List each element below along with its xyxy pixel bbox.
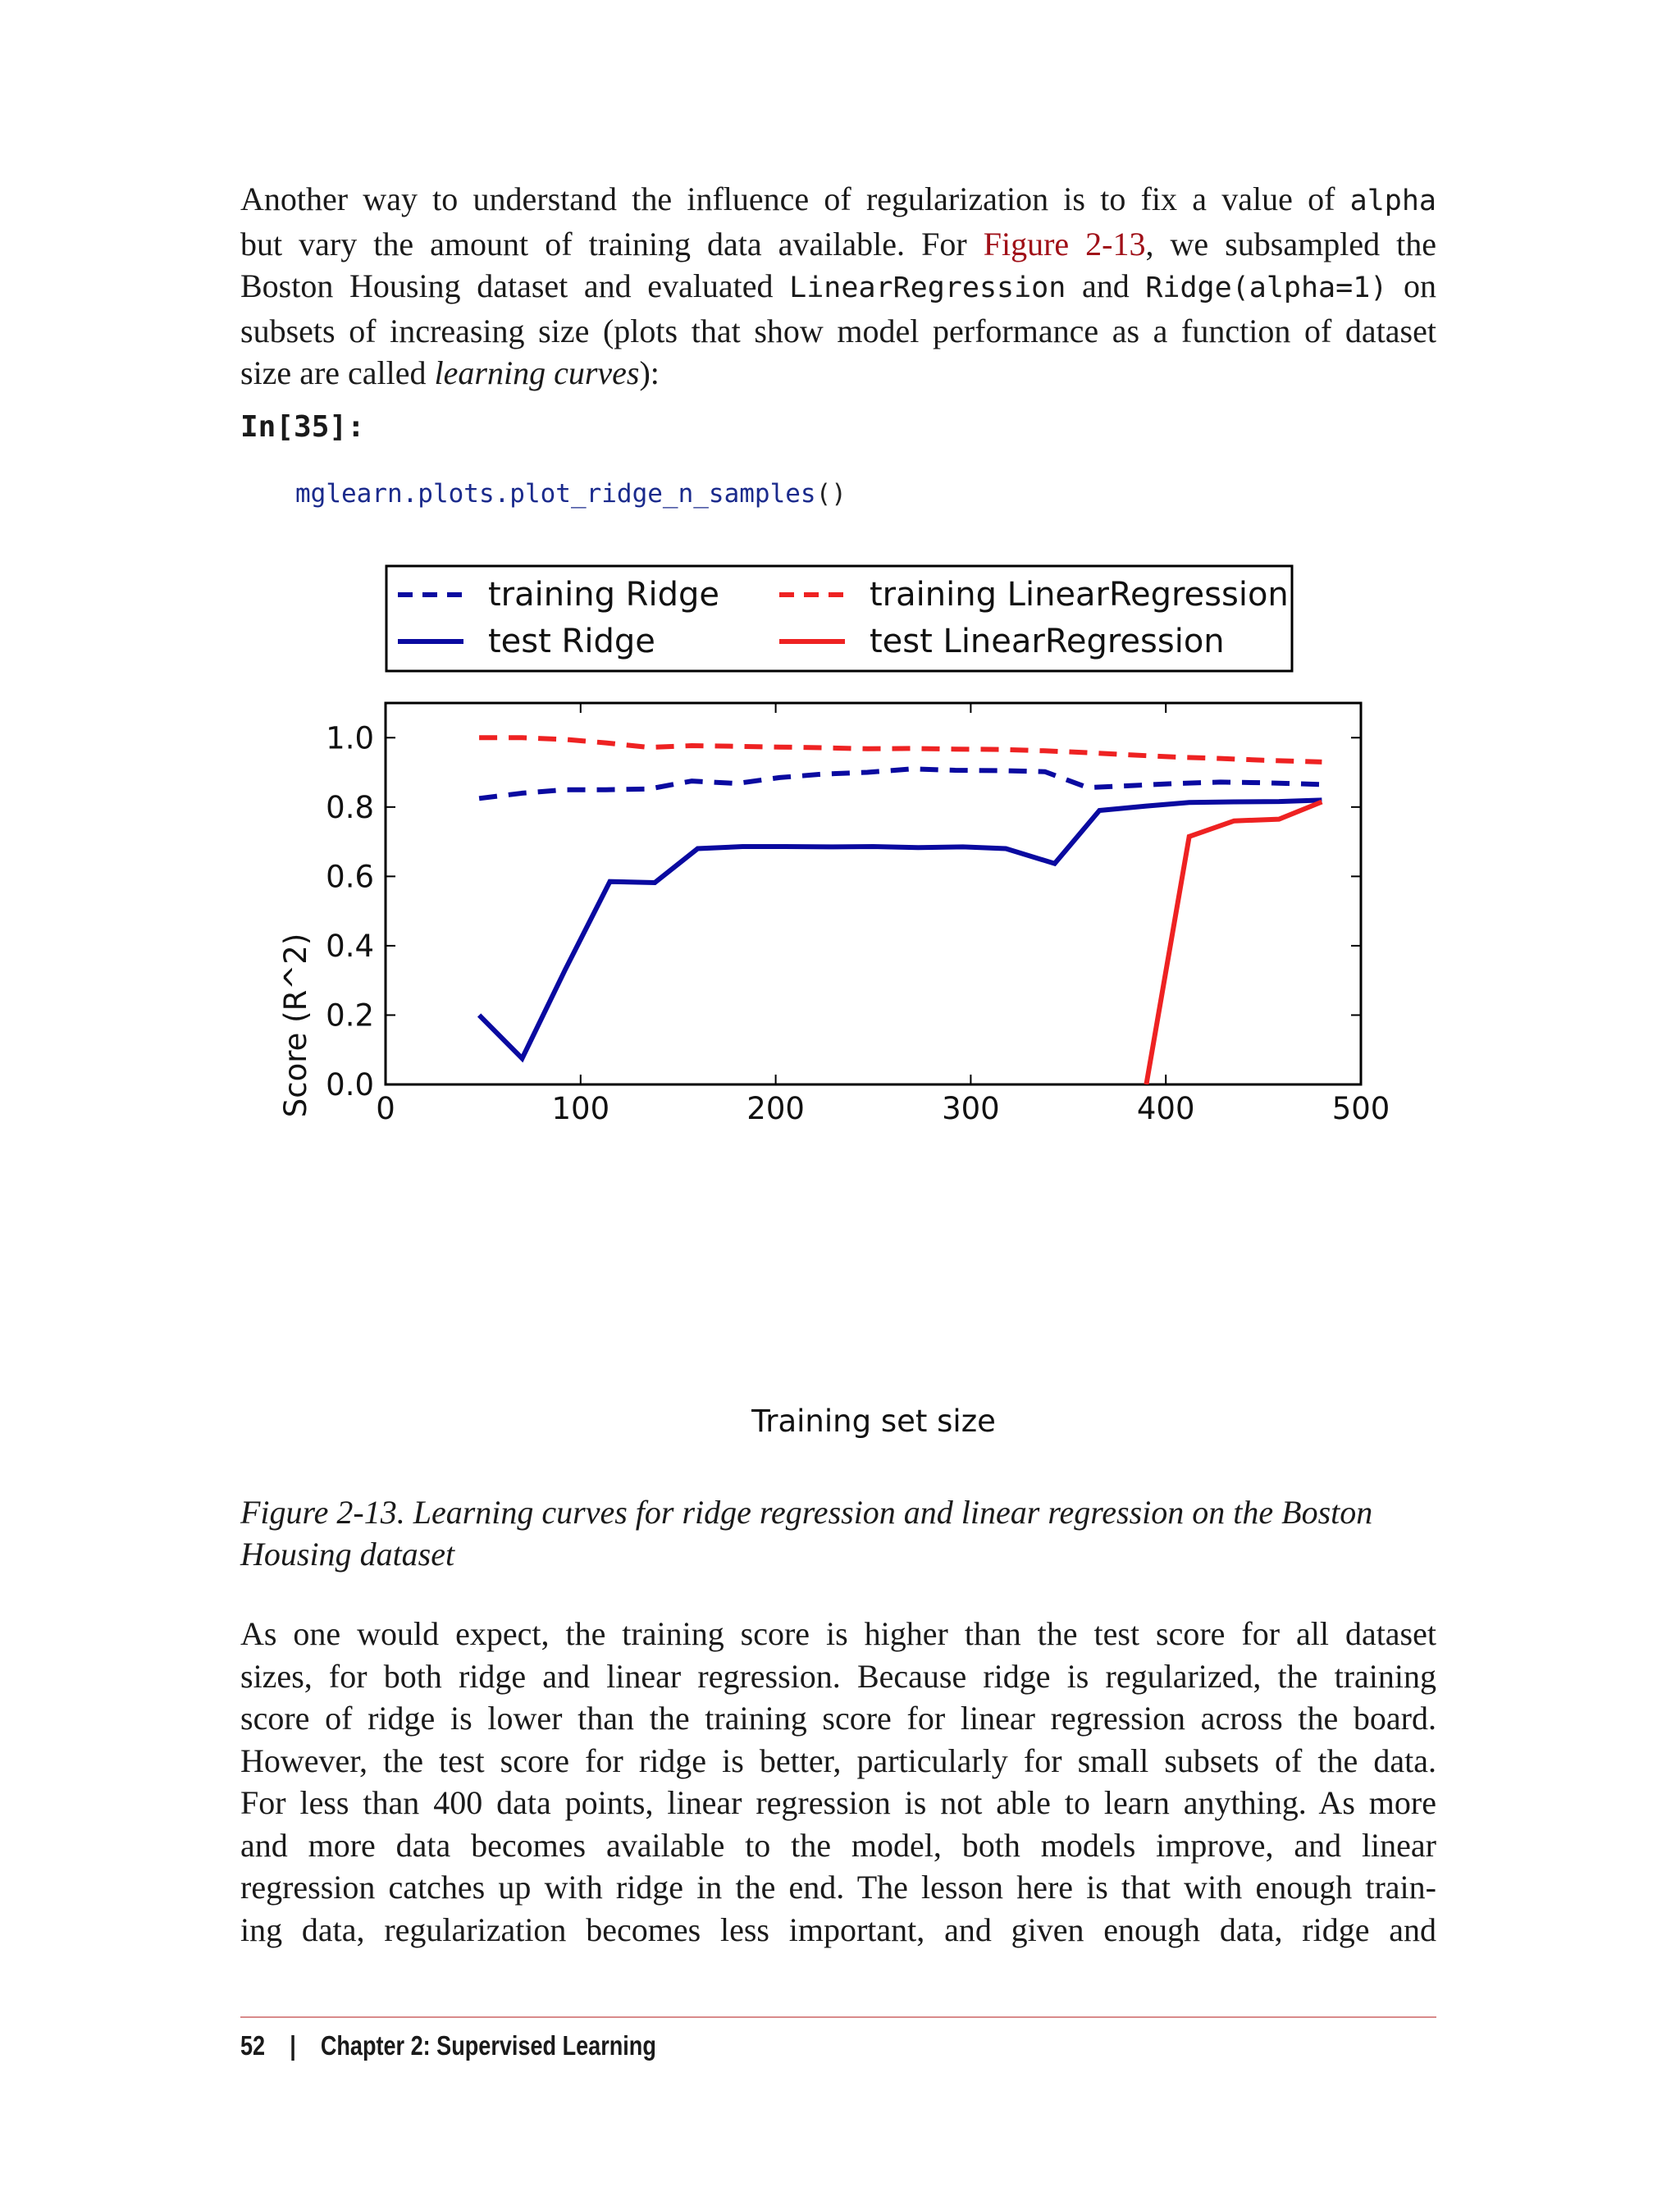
input-prompt: In[35]:	[240, 410, 365, 444]
intro-line-1	[240, 178, 1436, 223]
term-learning-curves: learning curves	[434, 354, 640, 391]
x-tick-label: 100	[551, 1091, 610, 1126]
intro-text: and	[1066, 267, 1146, 304]
intro-text: size are called	[240, 354, 435, 391]
body-paragraph	[240, 1613, 1436, 1951]
legend-label: training Ridge	[488, 576, 719, 614]
y-tick-label: 0.8	[326, 789, 374, 825]
intro-text: Boston Housing dataset and evaluated	[240, 267, 790, 304]
page-number: 52	[240, 2030, 266, 2061]
plot-frame	[386, 703, 1361, 1084]
axis-ticks	[326, 703, 1390, 1126]
y-tick-label: 1.0	[326, 720, 374, 756]
learning-curve-chart	[246, 550, 1411, 1452]
intro-text: , we subsampled the	[1145, 225, 1437, 262]
body-line: For less than 400 data points, linear regression is not able to learn anything. As more	[240, 1784, 1436, 1821]
intro-text: ):	[639, 354, 660, 391]
code-line	[295, 479, 847, 509]
footer-rule	[240, 2016, 1436, 2018]
body-line: and more data becomes available to the model, both models improve, and linear	[240, 1826, 1436, 1864]
series-line-training-ridge	[479, 769, 1322, 798]
series-line-test-linearregression	[1146, 802, 1322, 1085]
figure-caption	[240, 1491, 1438, 1575]
x-tick-label: 200	[746, 1091, 805, 1126]
chapter-title: Chapter 2: Supervised Learning	[320, 2030, 656, 2061]
intro-line-5	[240, 352, 1436, 395]
x-tick-label: 300	[942, 1091, 1000, 1126]
intro-text: but vary the amount of training data available. For	[240, 225, 984, 262]
y-tick-label: 0.2	[326, 998, 374, 1034]
intro-text: Another way to understand the influence of regularization is to fix a value of	[240, 180, 1350, 217]
x-tick-label: 400	[1136, 1091, 1195, 1126]
y-axis-label: Score (R^2)	[278, 933, 313, 1118]
figure-link[interactable]: Figure 2-13	[983, 225, 1146, 262]
series-line-training-linearregression	[479, 737, 1322, 762]
body-line: score of ridge is lower than the training score for linear regression across the board.	[240, 1700, 1436, 1737]
caption-line-2: Housing dataset	[240, 1536, 455, 1573]
intro-line-4: subsets of increasing size (plots that show model performance as a function of dataset	[240, 312, 1436, 349]
x-tick-label: 500	[1331, 1091, 1390, 1126]
x-tick-label: 0	[376, 1091, 395, 1126]
intro-paragraph	[240, 178, 1436, 395]
body-line: As one would expect, the training score is higher than the test score for all dataset	[240, 1615, 1436, 1652]
code-parens: ()	[815, 479, 847, 509]
y-tick-label: 0.4	[326, 928, 374, 964]
y-tick-label: 0.6	[326, 859, 374, 895]
body-line: ing data, regularization becomes less important, and given enough data, ridge and	[240, 1911, 1436, 1948]
body-line: sizes, for both ridge and linear regression. Because ridge is regularized, the training	[240, 1657, 1436, 1695]
legend-label: training LinearRegression	[870, 576, 1289, 614]
y-tick-label: 0.0	[326, 1067, 374, 1102]
intro-text: on	[1387, 267, 1436, 304]
series-line-test-ridge	[479, 800, 1322, 1058]
intro-line-2	[240, 223, 1436, 266]
body-line: regression catches up with ridge in the end. The lesson here is that with enough train-	[240, 1869, 1436, 1906]
series-lines	[479, 737, 1322, 1084]
body-line: However, the test score for ridge is better, particularly for small subsets of the data.	[240, 1742, 1436, 1779]
footer-separator: |	[290, 2030, 296, 2061]
code-alpha: alpha	[1349, 185, 1436, 217]
code-call: mglearn.plots.plot_ridge_n_samples	[295, 479, 816, 509]
legend-label: test LinearRegression	[870, 623, 1225, 660]
page-footer	[240, 2030, 656, 2061]
code-ridge: Ridge(alpha=1)	[1145, 272, 1388, 304]
x-axis-label: Training set size	[751, 1404, 996, 1439]
legend-label: test Ridge	[488, 623, 655, 660]
caption-line-1: Figure 2-13. Learning curves for ridge regression and linear regression on the Boston	[240, 1494, 1373, 1531]
intro-line-3	[240, 265, 1436, 310]
code-linearregression: LinearRegression	[789, 272, 1066, 304]
